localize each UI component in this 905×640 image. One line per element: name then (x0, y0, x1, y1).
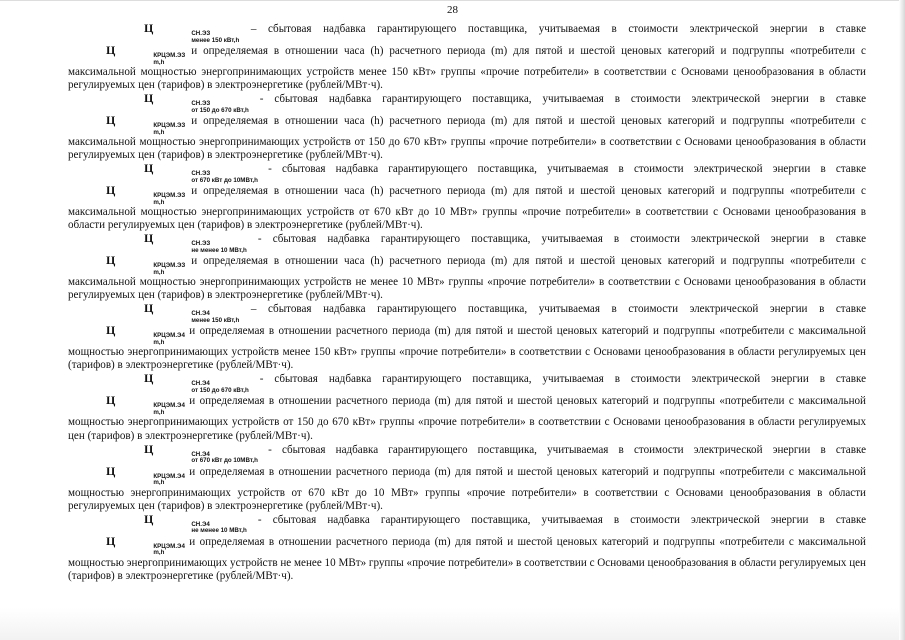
formula-symbol-indices (153, 101, 248, 114)
rate-symbol-superscript: КРЦЭМ.Э4 (153, 402, 185, 410)
definition-text-continued: и определяемая в отношении часа (h) расчетного периода (m) для пятой и шестой ценовых категорий и подгруппы «потребители с максимальной мощностью энергопринимающих устройств не менее 10 МВт» группы «прочие потребители» в соответствии с Основами ценообразования в области регулируемых цен (тарифов) в электроэнергетике (рублей/МВт·ч). (68, 255, 866, 302)
rate-symbol (68, 465, 185, 487)
formula-symbol-superscript: СН.ЭЗ (191, 30, 211, 37)
definition-text: - сбытовая надбавка гарантирующего поставщика, учитываемая в стоимости электрической энергии в ставке (257, 163, 866, 176)
rate-symbol-letter: Ц (106, 253, 116, 268)
formula-symbol-superscript: СН.ЭЗ (191, 170, 211, 178)
rate-symbol-letter: Ц (106, 183, 116, 198)
definition-text-continued: и определяемая в отношении расчетного периода (m) для пятой и шестой ценовых категорий и подгруппы «потребители с максимальной мощностью энергопринимающих устройств от 670 кВт до 10 МВт» группы «прочие потребители» в соответствии с Основами ценообразования в области регулируемых цен (тарифов) в электроэнергетике (рублей/МВт·ч). (68, 465, 866, 512)
formula-symbol (106, 302, 239, 324)
formula-symbol-superscript: СН.Э4 (191, 520, 210, 528)
definition-text: - сбытовая надбавка гарантирующего поставщика, учитываемая в стоимости электрической энергии в ставке (248, 373, 866, 386)
scan-right-edge (899, 0, 905, 640)
formula-symbol-indices (153, 522, 246, 535)
rate-symbol-indices (115, 53, 185, 66)
formula-symbol-indices (153, 171, 258, 184)
paragraph-5 (68, 302, 866, 372)
rate-symbol-letter: Ц (106, 533, 116, 548)
rate-symbol-subscript: m,h (153, 479, 165, 487)
rate-symbol-indices (115, 333, 185, 346)
rate-symbol-indices (115, 123, 185, 136)
rate-symbol-superscript: КРЦЭМ.ЭЗ (153, 262, 186, 270)
formula-symbol (106, 372, 249, 394)
formula-symbol-subscript: от 670 кВт до 10МВт,h (191, 457, 258, 465)
rate-symbol-subscript: m,h (153, 198, 165, 206)
formula-symbol-letter: Ц (144, 161, 154, 176)
formula-symbol (106, 232, 247, 254)
rate-symbol-subscript: m,h (153, 338, 165, 346)
formula-symbol-subscript: не менее 10 МВт,h (191, 246, 247, 254)
rate-symbol-subscript: m,h (153, 58, 165, 66)
definition-text-continued: и определяемая в отношении расчетного периода (m) для пятой и шестой ценовых категорий и подгруппы «потребители с максимальной мощностью энергопринимающих устройств менее 150 кВт» группы «прочие потребители» в соответствии с Основами ценообразования в области регулируемых цен (тарифов) в электроэнергетике (рублей/МВт·ч). (68, 325, 866, 372)
definition-text-continued: и определяемая в отношении часа (h) расчетного периода (m) для пятой и шестой ценовых категорий и подгруппы «потребители с максимальной мощностью энергопринимающих устройств менее 150 кВт» группы «прочие потребители» в соответствии с Основами ценообразования в области регулируемых цен (тарифов) в электроэнергетике (рублей/МВт·ч). (68, 45, 866, 92)
definition-text: - сбытовая надбавка гарантирующего поставщика, учитываемая в стоимости электрической энергии в ставке (248, 93, 866, 106)
formula-symbol-letter: Ц (144, 231, 154, 246)
formula-symbol (106, 513, 247, 535)
formula-symbol (106, 92, 249, 114)
rate-symbol-indices (115, 403, 185, 416)
document-body (68, 22, 866, 583)
paragraph-6 (68, 372, 866, 442)
rate-symbol (68, 324, 185, 346)
formula-symbol-letter: Ц (144, 301, 154, 316)
paragraph-2 (68, 92, 866, 162)
page-number: 28 (447, 4, 458, 16)
definition-text-continued: и определяемая в отношении расчетного периода (m) для пятой и шестой ценовых категорий и подгруппы «потребители с максимальной мощностью энергопринимающих устройств не менее 10 МВт» группы «прочие потребители» в соответствии с Основами ценообразования в области регулируемых цен (тарифов) в электроэнергетике (рублей/МВт·ч). (68, 535, 866, 582)
rate-symbol (68, 114, 185, 136)
rate-symbol-superscript: КРЦЭМ.ЭЗ (153, 52, 186, 59)
formula-symbol-superscript: СН.ЭЗ (191, 100, 211, 108)
definition-text-continued: и определяемая в отношении часа (h) расчетного периода (m) для пятой и шестой ценовых категорий и подгруппы «потребители с максимальной мощностью энергопринимающих устройств от 150 до 670 кВт» группы «прочие потребители» в соответствии с Основами ценообразования в области регулируемых цен (тарифов) в электроэнергетике (рублей/МВт·ч). (68, 115, 866, 162)
scan-bottom-edge (0, 608, 905, 640)
rate-symbol (68, 535, 185, 557)
paragraph-7 (68, 443, 866, 513)
rate-symbol-indices (115, 474, 185, 487)
rate-symbol-indices (115, 193, 185, 206)
rate-symbol-superscript: КРЦЭМ.Э4 (153, 332, 185, 340)
formula-symbol-letter: Ц (144, 21, 154, 35)
rate-symbol-subscript: m,h (153, 268, 165, 276)
definition-text-continued: и определяемая в отношении расчетного периода (m) для пятой и шестой ценовых категорий и подгруппы «потребители с максимальной мощностью энергопринимающих устройств от 150 до 670 кВт» группы «прочие потребители» в соответствии с Основами ценообразования в области регулируемых цен (тарифов) в электроэнергетике (рублей/МВт·ч). (68, 395, 866, 442)
formula-symbol-subscript: менее 150 кВт,h (191, 36, 240, 44)
rate-symbol-letter: Ц (106, 463, 116, 478)
formula-symbol-subscript: от 150 до 670 кВт,h (191, 386, 249, 394)
definition-text: – сбытовая надбавка гарантирующего поставщика, учитываемая в стоимости электрической энергии в ставке (239, 23, 866, 35)
formula-symbol-subscript: менее 150 кВт,h (191, 316, 240, 324)
formula-symbol-subscript: от 150 до 670 кВт,h (191, 106, 249, 114)
rate-symbol (68, 254, 185, 276)
formula-symbol-indices (153, 381, 248, 394)
rate-symbol (68, 44, 185, 66)
paragraph-4 (68, 232, 866, 302)
formula-symbol-indices (153, 452, 258, 465)
formula-symbol-letter: Ц (144, 91, 154, 106)
rate-symbol-superscript: КРЦЭМ.Э4 (153, 542, 185, 550)
formula-symbol-letter: Ц (144, 371, 154, 386)
formula-symbol-superscript: СН.Э4 (191, 450, 210, 458)
formula-symbol-subscript: от 670 кВт до 10МВт,h (191, 176, 258, 184)
rate-symbol-letter: Ц (106, 393, 116, 408)
formula-symbol-indices (153, 31, 239, 44)
formula-symbol (106, 443, 258, 465)
definition-text: – сбытовая надбавка гарантирующего поставщика, учитываемая в стоимости электрической энергии в ставке (239, 303, 866, 316)
formula-symbol-indices (153, 241, 246, 254)
formula-symbol-indices (153, 311, 239, 324)
formula-symbol (106, 162, 258, 184)
formula-symbol-subscript: не менее 10 МВт,h (191, 527, 247, 535)
paragraph-3 (68, 162, 866, 232)
rate-symbol-subscript: m,h (153, 549, 165, 557)
rate-symbol-letter: Ц (106, 43, 116, 57)
rate-symbol (68, 184, 185, 206)
formula-symbol-letter: Ц (144, 511, 154, 526)
rate-symbol-indices (115, 544, 185, 557)
scan-top-edge (0, 0, 905, 1)
formula-symbol-superscript: СН.Э4 (191, 380, 210, 388)
rate-symbol-letter: Ц (106, 113, 116, 128)
definition-text-continued: и определяемая в отношении часа (h) расчетного периода (m) для пятой и шестой ценовых категорий и подгруппы «потребители с максимальной мощностью энергопринимающих устройств от 670 кВт до 10 МВт» группы «прочие потребители» в соответствии с Основами ценообразования в области регулируемых цен (тарифов) в электроэнергетике (рублей/МВт·ч). (68, 185, 866, 232)
formula-symbol-letter: Ц (144, 441, 154, 456)
paragraph-8 (68, 513, 866, 583)
rate-symbol-indices (115, 263, 185, 276)
formula-symbol (106, 22, 239, 44)
rate-symbol-superscript: КРЦЭМ.ЭЗ (153, 122, 186, 130)
formula-symbol-superscript: СН.Э4 (191, 310, 210, 318)
formula-symbol-superscript: СН.ЭЗ (191, 240, 211, 248)
rate-symbol-subscript: m,h (153, 408, 165, 416)
definition-text: - сбытовая надбавка гарантирующего поставщика, учитываемая в стоимости электрической энергии в ставке (246, 233, 866, 246)
definition-text: - сбытовая надбавка гарантирующего поставщика, учитываемая в стоимости электрической энергии в ставке (257, 443, 866, 456)
rate-symbol-subscript: m,h (153, 128, 165, 136)
rate-symbol-letter: Ц (106, 323, 116, 338)
paragraph-1 (68, 22, 866, 92)
rate-symbol-superscript: КРЦЭМ.ЭЗ (153, 192, 186, 200)
rate-symbol (68, 394, 185, 416)
rate-symbol-superscript: КРЦЭМ.Э4 (153, 472, 185, 480)
definition-text: - сбытовая надбавка гарантирующего поставщика, учитываемая в стоимости электрической энергии в ставке (246, 513, 866, 526)
